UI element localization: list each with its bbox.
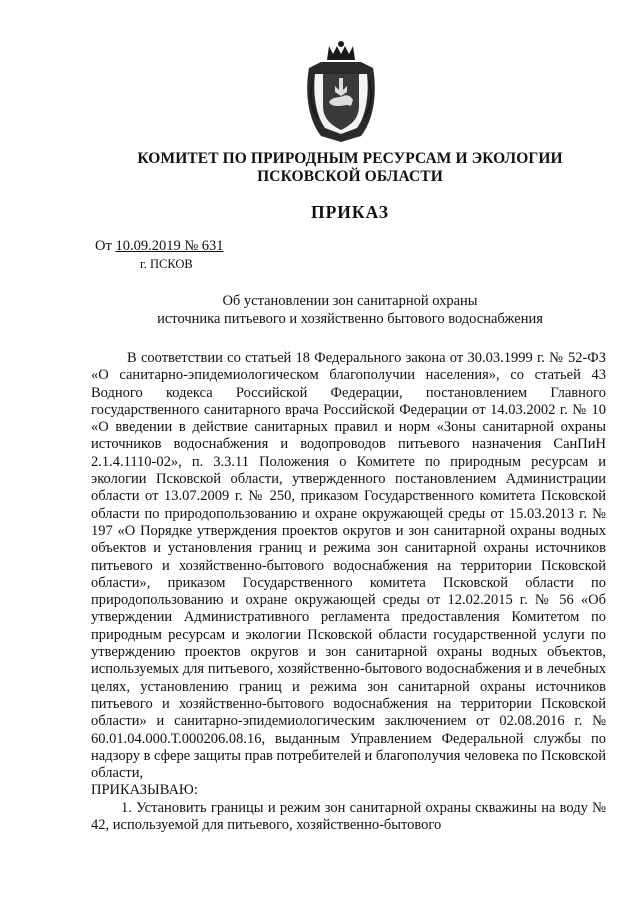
committee-name bbox=[0, 150, 640, 186]
committee-name-line2: ПСКОВСКОЙ ОБЛАСТИ bbox=[257, 168, 443, 185]
document-city: г. ПСКОВ bbox=[140, 257, 193, 271]
subject-line2: источника питьевого и хозяйственно бытового водоснабжения bbox=[157, 311, 543, 327]
coat-of-arms-icon bbox=[299, 40, 383, 144]
document-date-line bbox=[95, 238, 224, 255]
date-prefix: От bbox=[95, 238, 116, 254]
subject-line1: Об установлении зон санитарной охраны bbox=[222, 293, 478, 309]
document-subject bbox=[0, 292, 640, 328]
document-body bbox=[91, 350, 606, 834]
committee-name-line1: КОМИТЕТ ПО ПРИРОДНЫМ РЕСУРСАМ И ЭКОЛОГИИ bbox=[137, 150, 563, 167]
order-item-1: 1. Установить границы и режим зон санитарной охраны скважины на воду № 42, используемой для питьевого, хозяйственно-бытового bbox=[91, 799, 606, 834]
document-type: ПРИКАЗ bbox=[310, 202, 390, 222]
preamble-paragraph: В соответствии со статьей 18 Федерального закона от 30.03.1999 г. № 52-ФЗ «О санитарно-эпидемиологическом благополучии населения», со статьей 43 Водного кодекса Российской Федерации, постановлением Главного государственного санитарного врача Российской Федерации от 14.03.2002 г. № 10 «О введении в действие санитарных правил и норм «Зоны санитарной охраны источников водоснабжения и водопроводов питьевого назначения СанПиН 2.1.4.1110-02», п. 3.3.11 Положения о Комитете по природным ресурсам и экологии Псковской области, утвержденного постановлением Администрации области от 13.07.2009 г. № 250, приказом Государственного комитета Псковской области по природопользованию и охране окружающей среды от 15.03.2013 г. № 197 «О Порядке утверждения проектов округов и зон санитарной охраны водных объектов и установления границ и режима зон санитарной охраны источников питьевого и хозяйственно-бытового водоснабжения на территории Псковской области», приказом Государственного комитета Псковской области по природопользованию и охране окружающей среды от 12.02.2015 г. № 56 «Об утверждении Административного регламента предоставления Комитетом по природным ресурсам и экологии Псковской области государственной услуги по утверждению проектов округов и зон санитарной охраны водных объектов, используемых для питьевого, хозяйственно-бытового водоснабжения и в лечебных целях, установлению границ и режима зон санитарной охраны источников питьевого и хозяйственно-бытового водоснабжения на территории Псковской области» и санитарно-эпидемиологическим заключением от 02.08.2016 г. № 60.01.04.000.Т.000206.08.16, выданным Управлением Федеральной службы по надзору в сфере защиты прав потребителей и благополучия человека по Псковской области, bbox=[91, 350, 606, 782]
date-number: 10.09.2019 № 631 bbox=[115, 238, 224, 254]
order-word: ПРИКАЗЫВАЮ: bbox=[91, 782, 198, 799]
